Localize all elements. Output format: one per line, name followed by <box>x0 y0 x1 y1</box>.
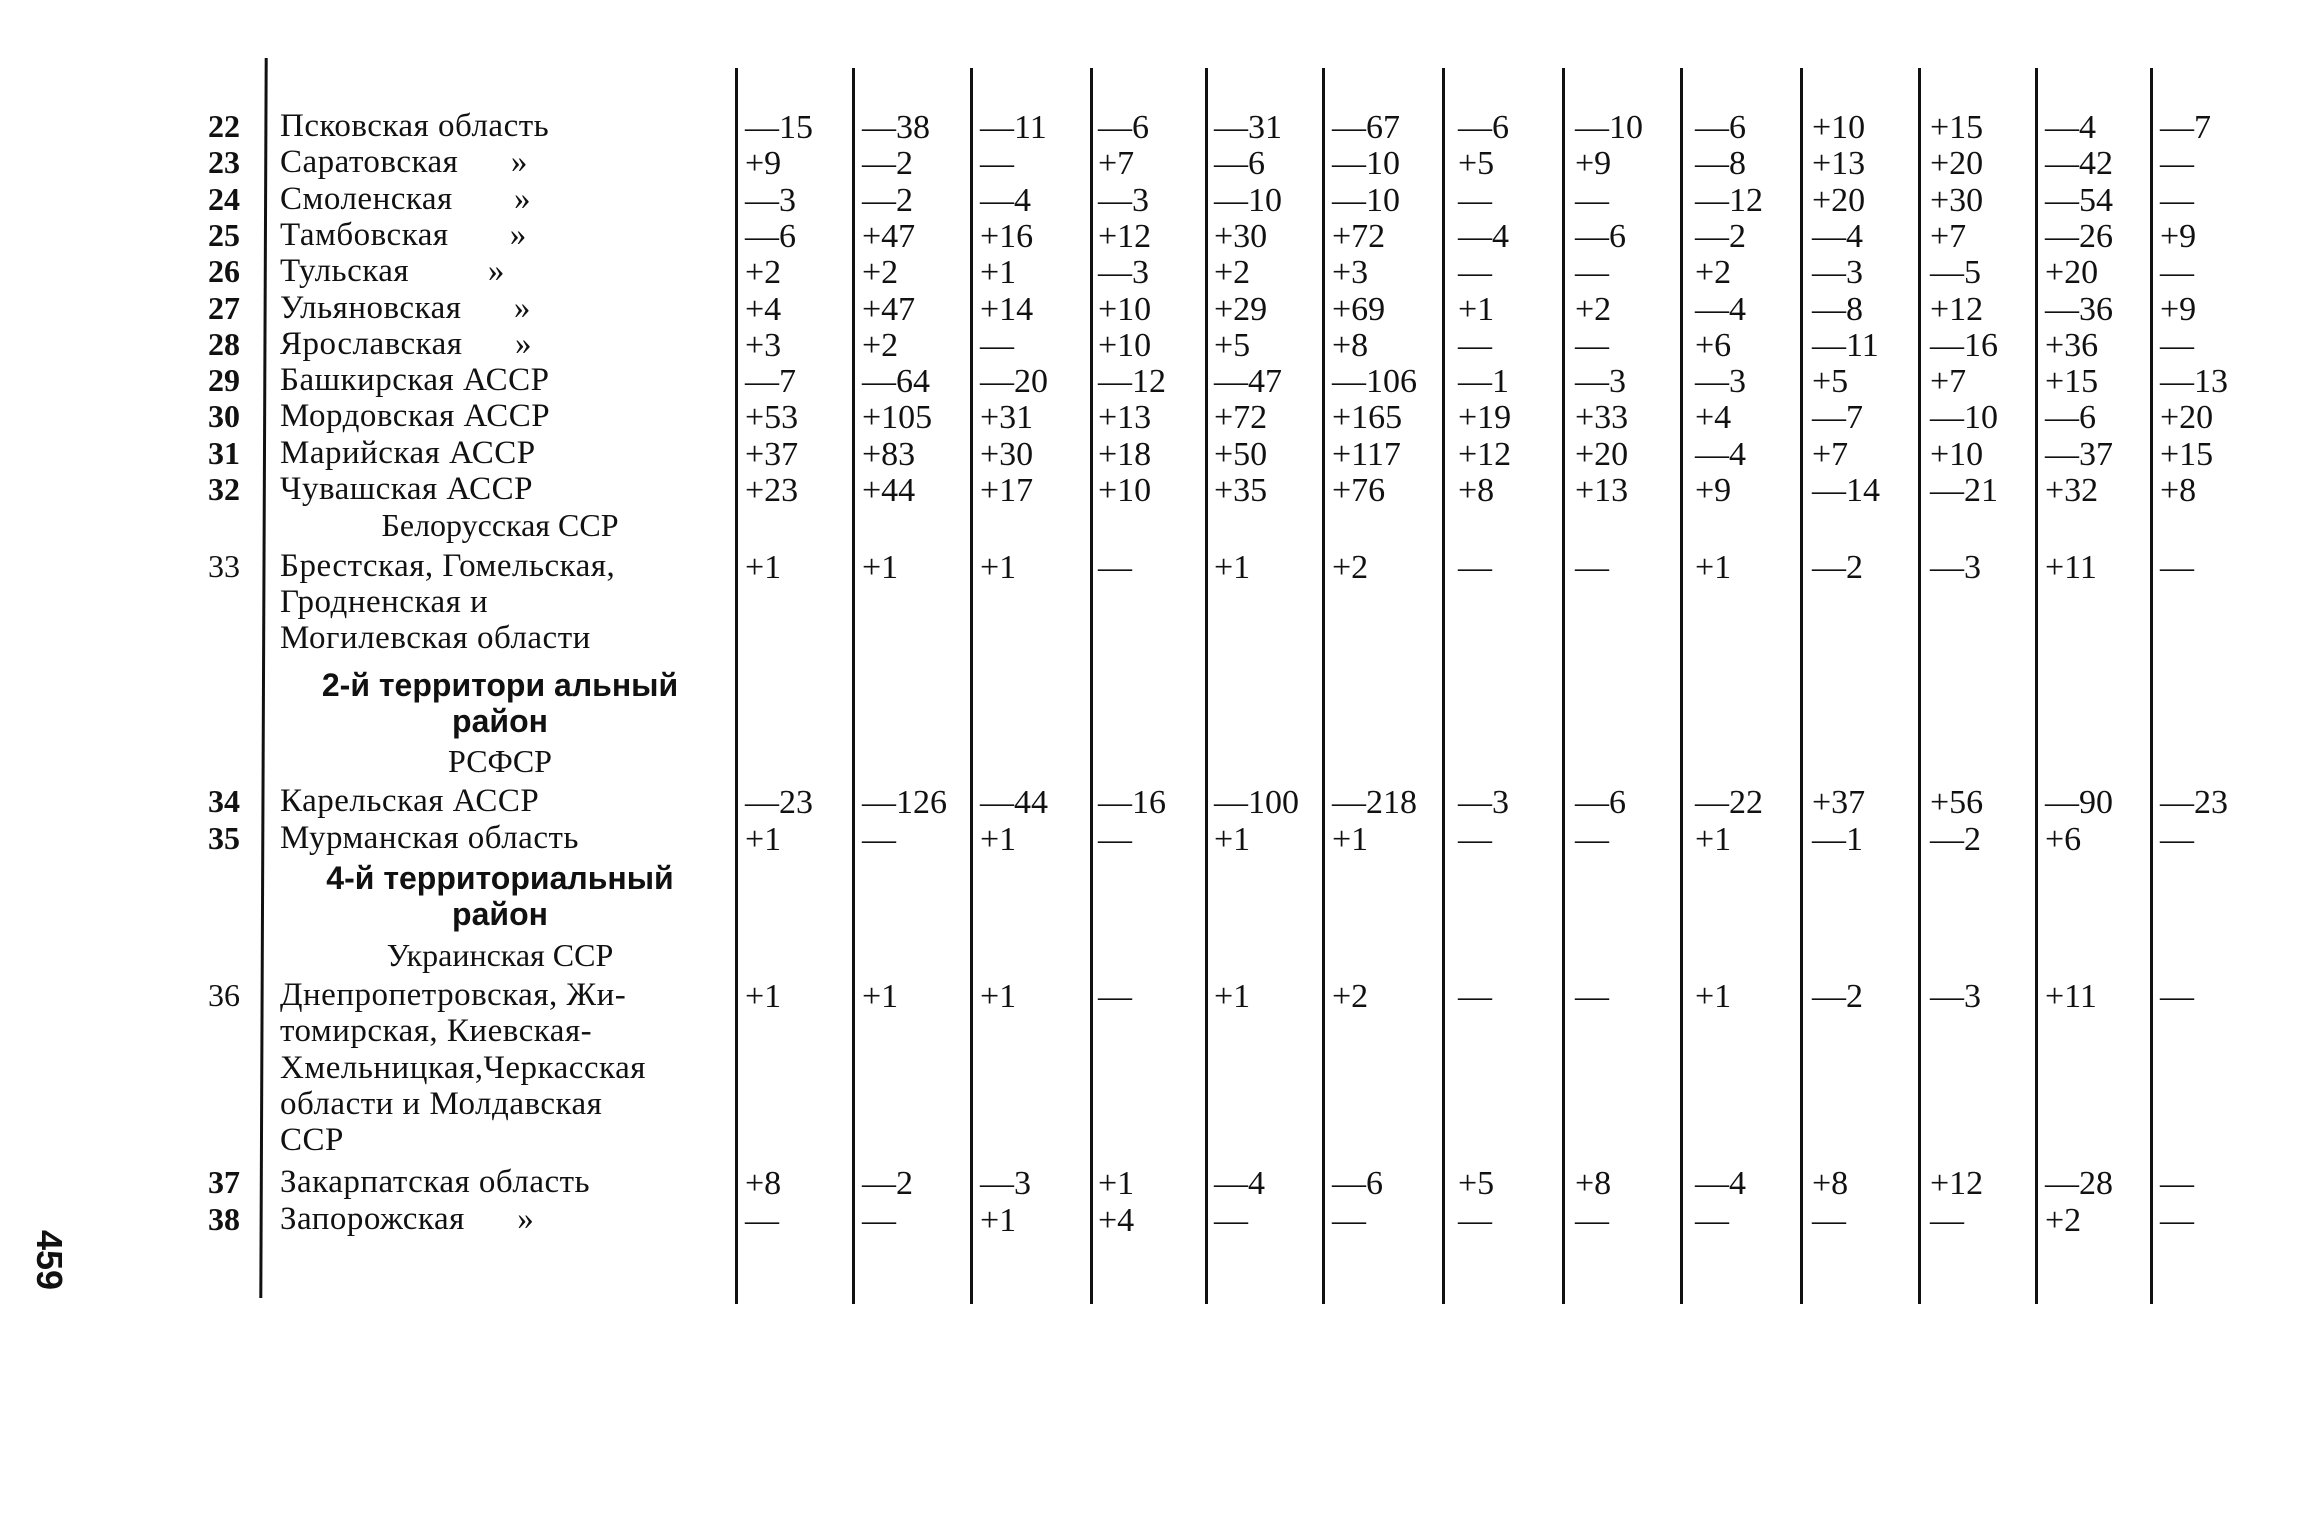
table-cell: —3 <box>1575 363 1626 401</box>
table-cell: +13 <box>1575 472 1629 509</box>
table-cell: — <box>1812 1201 1846 1239</box>
table-cell: —4 <box>1695 435 1746 473</box>
table-cell: —3 <box>1930 548 1981 586</box>
table-cell: — <box>2160 145 2194 183</box>
table-cell: —1 <box>1812 820 1863 858</box>
table-cell: —26 <box>2045 217 2113 255</box>
table-cell: — <box>2160 181 2194 219</box>
table-cell: +76 <box>1332 472 1386 509</box>
table-cell: —4 <box>1458 217 1509 255</box>
table-cell: +9 <box>1575 145 1612 183</box>
region-name: Псковская область <box>280 108 550 144</box>
table-cell: +69 <box>1332 290 1386 328</box>
table-cell: — <box>2160 254 2194 292</box>
table-cell: —2 <box>1695 217 1746 255</box>
table-cell: +9 <box>2160 290 2197 328</box>
table-cell: +15 <box>2160 435 2214 473</box>
section-subheading: Белорусская ССР <box>381 507 619 544</box>
table-cell: —10 <box>1930 399 1998 437</box>
table-cell: +37 <box>1812 784 1866 822</box>
table-cell: +1 <box>745 977 782 1015</box>
table-cell: —37 <box>2045 435 2113 473</box>
table-cell: +1 <box>1214 548 1251 586</box>
row-number: 34 <box>208 783 240 820</box>
table-cell: +1 <box>1695 977 1732 1015</box>
table-cell: —20 <box>980 363 1048 401</box>
table-cell: +5 <box>1214 326 1251 364</box>
table-cell: —2 <box>1812 548 1863 586</box>
table-cell: — <box>1214 1201 1248 1239</box>
table-cell: +44 <box>862 472 916 509</box>
table-cell: — <box>1575 1201 1609 1239</box>
table-cell: —4 <box>980 181 1031 219</box>
table-cell: — <box>2160 820 2194 858</box>
table-cell: — <box>1332 1201 1366 1239</box>
table-cell: — <box>1458 326 1492 364</box>
region-name-line: ССР <box>280 1122 344 1159</box>
region-name: Ярославская » <box>280 325 532 362</box>
table-cell: — <box>1098 977 1132 1015</box>
table-cell: +8 <box>2160 472 2197 509</box>
table-cell: +29 <box>1214 290 1268 328</box>
table-cell: — <box>1098 548 1132 586</box>
table-cell: —2 <box>1812 977 1863 1015</box>
table-cell: +10 <box>1098 472 1152 509</box>
table-cell: +8 <box>1458 472 1495 509</box>
column-rule <box>735 68 738 1304</box>
table-cell: +5 <box>1812 363 1849 401</box>
table-cell: +31 <box>980 399 1034 437</box>
region-name: Ульяновская » <box>280 289 531 326</box>
table-cell: +6 <box>2045 820 2082 858</box>
table-cell: —2 <box>862 1165 913 1203</box>
table-cell: +7 <box>1812 435 1849 473</box>
column-rule <box>1442 68 1445 1304</box>
row-number: 36 <box>208 976 240 1013</box>
table-cell: —6 <box>1214 145 1265 183</box>
table-cell: —126 <box>862 784 947 822</box>
page-number: 459 <box>29 1230 70 1291</box>
table-cell: +10 <box>1098 290 1152 328</box>
table-cell: +20 <box>1812 181 1866 219</box>
column-rule <box>1090 68 1093 1304</box>
table-cell: —38 <box>862 109 930 146</box>
table-cell: —64 <box>862 363 930 401</box>
table-cell: — <box>1575 326 1609 364</box>
table-cell: —14 <box>1812 472 1880 509</box>
table-cell: +30 <box>1930 181 1984 219</box>
region-name: Чувашская АССР <box>280 471 533 507</box>
table-cell: +11 <box>2045 977 2097 1015</box>
row-number: 31 <box>208 434 240 471</box>
table-cell: —15 <box>745 109 813 146</box>
row-number: 37 <box>208 1164 240 1201</box>
table-cell: +4 <box>1695 399 1732 437</box>
table-cell: +20 <box>2045 254 2099 292</box>
table-cell: +10 <box>1812 109 1866 146</box>
table-cell: — <box>2160 977 2194 1015</box>
table-cell: —4 <box>1695 290 1746 328</box>
table-cell: —31 <box>1214 109 1282 146</box>
table-cell: —12 <box>1695 181 1763 219</box>
table-cell: +20 <box>1930 145 1984 183</box>
table-cell: — <box>862 1201 896 1239</box>
table-cell: —2 <box>1930 820 1981 858</box>
table-cell: +2 <box>1332 548 1369 586</box>
table-cell: —5 <box>1930 254 1981 292</box>
table-cell: —100 <box>1214 784 1299 822</box>
table-cell: —23 <box>2160 784 2228 822</box>
table-cell: +1 <box>862 977 899 1015</box>
table-cell: +2 <box>862 326 899 364</box>
region-name: Башкирская АССР <box>280 362 550 399</box>
table-cell: +1 <box>1695 820 1732 858</box>
table-cell: +12 <box>1098 217 1152 255</box>
table-cell: — <box>1458 254 1492 292</box>
section-subheading: Украинская ССР <box>386 936 614 973</box>
section-subheading: РСФСР <box>448 743 552 780</box>
table-cell: —8 <box>1812 290 1863 328</box>
region-name-line: Днепропетровская, Жи- <box>280 976 627 1013</box>
table-cell: +1 <box>980 820 1017 858</box>
table-cell: — <box>1695 1201 1729 1239</box>
table-cell: +5 <box>1458 145 1495 183</box>
region-name: Марийская АССР <box>280 434 536 471</box>
table-cell: —42 <box>2045 145 2113 183</box>
table-cell: +8 <box>1812 1165 1849 1203</box>
table-cell: —22 <box>1695 784 1763 822</box>
table-cell: +9 <box>2160 217 2197 255</box>
table-cell: +72 <box>1214 399 1268 437</box>
table-cell: —2 <box>862 181 913 219</box>
table-cell: —7 <box>2160 109 2211 146</box>
table-cell: +7 <box>1930 363 1967 401</box>
table-cell: —28 <box>2045 1165 2113 1203</box>
table-cell: —3 <box>1098 181 1149 219</box>
row-number: 30 <box>208 398 240 435</box>
table-cell: +1 <box>1332 820 1369 858</box>
table-cell: +4 <box>1098 1201 1135 1239</box>
table-cell: —3 <box>980 1165 1031 1203</box>
region-name-line: Хмельницкая,Черкасская <box>280 1049 646 1086</box>
table-cell: —3 <box>1695 363 1746 401</box>
table-cell: +12 <box>1458 435 1512 473</box>
table-cell: +13 <box>1098 399 1152 437</box>
table-cell: +8 <box>1575 1165 1612 1203</box>
table-cell: —3 <box>1098 254 1149 292</box>
region-name: Мордовская АССР <box>280 398 551 435</box>
region-name-line: области и Молдавская <box>280 1085 603 1122</box>
table-cell: — <box>2160 326 2194 364</box>
row-number: 38 <box>208 1200 240 1237</box>
table-cell: +10 <box>1098 326 1152 364</box>
table-cell: +1 <box>745 548 782 586</box>
region-name-line: Могилевская области <box>280 620 591 657</box>
table-cell: —11 <box>980 109 1047 146</box>
region-name: Закарпатская область <box>280 1164 591 1201</box>
table-cell: —6 <box>1695 109 1746 146</box>
table-cell: — <box>980 326 1014 364</box>
table-cell: +20 <box>2160 399 2214 437</box>
table-cell: +7 <box>1930 217 1967 255</box>
table-cell: +1 <box>745 820 782 858</box>
region-name: Тамбовская » <box>280 216 527 253</box>
table-cell: +1 <box>980 1201 1017 1239</box>
table-cell: +9 <box>1695 472 1732 509</box>
table-cell: —4 <box>1695 1165 1746 1203</box>
region-name-line: томирская, Киевская- <box>280 1013 593 1050</box>
table-cell: — <box>1575 820 1609 858</box>
table-cell: +1 <box>980 254 1017 292</box>
table-cell: —6 <box>1332 1165 1383 1203</box>
region-name: Тульская » <box>280 253 505 290</box>
table-cell: —8 <box>1695 145 1746 183</box>
table-cell: +30 <box>980 435 1034 473</box>
table-cell: —47 <box>1214 363 1282 401</box>
table-cell: —90 <box>2045 784 2113 822</box>
table-cell: +6 <box>1695 326 1732 364</box>
table-cell: — <box>1575 254 1609 292</box>
table-cell: —16 <box>1930 326 1998 364</box>
table-cell: +36 <box>2045 326 2099 364</box>
table-cell: +72 <box>1332 217 1386 255</box>
table-cell: +1 <box>862 548 899 586</box>
row-number: 29 <box>208 362 240 399</box>
table-cell: +1 <box>980 548 1017 586</box>
table-cell: — <box>1098 820 1132 858</box>
region-name-line: Гродненская и <box>280 583 489 620</box>
table-cell: +18 <box>1098 435 1152 473</box>
table-cell: +47 <box>862 290 916 328</box>
table-cell: +19 <box>1458 399 1512 437</box>
table-cell: +47 <box>862 217 916 255</box>
table-cell: +3 <box>745 326 782 364</box>
table-cell: — <box>1458 181 1492 219</box>
row-number: 22 <box>208 108 240 144</box>
table-cell: +33 <box>1575 399 1629 437</box>
table-cell: — <box>1575 181 1609 219</box>
table-cell: —7 <box>1812 399 1863 437</box>
row-number: 25 <box>208 216 240 253</box>
table-cell: +8 <box>1332 326 1369 364</box>
table-cell: —44 <box>980 784 1048 822</box>
row-number: 28 <box>208 325 240 362</box>
table-cell: +165 <box>1332 399 1403 437</box>
table-cell: +2 <box>1332 977 1369 1015</box>
table-cell: +4 <box>745 290 782 328</box>
table-cell: +117 <box>1332 435 1401 473</box>
table-cell: — <box>2160 548 2194 586</box>
table-cell: —7 <box>745 363 796 401</box>
table-cell: —106 <box>1332 363 1417 401</box>
table-cell: +53 <box>745 399 799 437</box>
table-cell: +17 <box>980 472 1034 509</box>
table-cell: —3 <box>1458 784 1509 822</box>
table-cell: +105 <box>862 399 933 437</box>
table-cell: —3 <box>1930 977 1981 1015</box>
table-cell: +12 <box>1930 290 1984 328</box>
row-number: 26 <box>208 253 240 290</box>
row-number: 35 <box>208 819 240 856</box>
table-cell: +1 <box>1458 290 1495 328</box>
table-cell: —6 <box>1098 109 1149 146</box>
row-number: 33 <box>208 547 240 584</box>
table-cell: —23 <box>745 784 813 822</box>
table-cell: —10 <box>1575 109 1643 146</box>
table-cell: —4 <box>1214 1165 1265 1203</box>
table-cell: — <box>2160 1165 2194 1203</box>
table-cell: —6 <box>2045 399 2096 437</box>
region-name-line: Брестская, Гомельская, <box>280 547 616 584</box>
table-cell: —21 <box>1930 472 1998 509</box>
table-cell: +83 <box>862 435 916 473</box>
table-cell: — <box>980 145 1014 183</box>
table-cell: —13 <box>2160 363 2228 401</box>
region-name: Мурманская область <box>280 819 579 856</box>
table-cell: +1 <box>1695 548 1732 586</box>
region-name: Смоленская » <box>280 180 531 217</box>
table-cell: —6 <box>745 217 796 255</box>
table-cell: —2 <box>862 145 913 183</box>
table-cell: —3 <box>1812 254 1863 292</box>
region-name: Саратовская » <box>280 144 528 181</box>
table-cell: —10 <box>1332 145 1400 183</box>
table-cell: +7 <box>1098 145 1135 183</box>
table-cell: +15 <box>1930 109 1984 146</box>
table-cell: —12 <box>1098 363 1166 401</box>
table-cell: +9 <box>745 145 782 183</box>
table-cell: —6 <box>1575 217 1626 255</box>
table-cell: +2 <box>1214 254 1251 292</box>
row-number: 27 <box>208 289 240 326</box>
table-cell: — <box>1575 977 1609 1015</box>
table-cell: —16 <box>1098 784 1166 822</box>
table-cell: +2 <box>1695 254 1732 292</box>
row-number: 24 <box>208 180 240 217</box>
table-cell: — <box>1458 548 1492 586</box>
table-cell: +2 <box>2045 1201 2082 1239</box>
region-name: Запорожская » <box>280 1200 535 1237</box>
row-number: 23 <box>208 144 240 181</box>
table-cell: —6 <box>1575 784 1626 822</box>
table-cell: +14 <box>980 290 1034 328</box>
table-cell: —54 <box>2045 181 2113 219</box>
region-name: Карельская АССР <box>280 783 540 820</box>
table-cell: +5 <box>1458 1165 1495 1203</box>
table-cell: +23 <box>745 472 799 509</box>
table-cell: —11 <box>1812 326 1879 364</box>
table-cell: +11 <box>2045 548 2097 586</box>
table-cell: +56 <box>1930 784 1984 822</box>
section-heading: район <box>452 702 548 739</box>
table-cell: +3 <box>1332 254 1369 292</box>
table-cell: +2 <box>745 254 782 292</box>
table-cell: +2 <box>862 254 899 292</box>
table-cell: +20 <box>1575 435 1629 473</box>
table-cell: +32 <box>2045 472 2099 509</box>
table-cell: —6 <box>1458 109 1509 146</box>
table-cell: —3 <box>745 181 796 219</box>
table-cell: —10 <box>1332 181 1400 219</box>
table-cell: +13 <box>1812 145 1866 183</box>
table-cell: +37 <box>745 435 799 473</box>
table-cell: +15 <box>2045 363 2099 401</box>
table-cell: — <box>1458 820 1492 858</box>
table-cell: — <box>745 1201 779 1239</box>
table-cell: +35 <box>1214 472 1268 509</box>
table-cell: +8 <box>745 1165 782 1203</box>
table-cell: +1 <box>980 977 1017 1015</box>
table-cell: —36 <box>2045 290 2113 328</box>
table-cell: — <box>1458 1201 1492 1239</box>
table-cell: —67 <box>1332 109 1400 146</box>
table-cell: — <box>1458 977 1492 1015</box>
table-cell: — <box>2160 1201 2194 1239</box>
table-cell: —218 <box>1332 784 1417 822</box>
table-cell: +10 <box>1930 435 1984 473</box>
table-cell: +50 <box>1214 435 1268 473</box>
table-cell: +1 <box>1214 977 1251 1015</box>
row-number: 32 <box>208 471 240 507</box>
table-cell: —4 <box>2045 109 2096 146</box>
section-heading: 2-й территори альный <box>321 666 679 703</box>
table-cell: +1 <box>1098 1165 1135 1203</box>
table-cell: —10 <box>1214 181 1282 219</box>
table-cell: +30 <box>1214 217 1268 255</box>
table-cell: —1 <box>1458 363 1509 401</box>
section-heading: 4-й территориальный <box>326 860 674 896</box>
table-cell: +12 <box>1930 1165 1984 1203</box>
table-cell: — <box>1575 548 1609 586</box>
table-cell: — <box>1930 1201 1964 1239</box>
table-cell: +2 <box>1575 290 1612 328</box>
table-cell: +16 <box>980 217 1034 255</box>
table-left-rule <box>259 58 267 1298</box>
table-cell: — <box>862 820 896 858</box>
table-cell: +1 <box>1214 820 1251 858</box>
table-cell: —4 <box>1812 217 1863 255</box>
section-heading: район <box>452 896 548 933</box>
